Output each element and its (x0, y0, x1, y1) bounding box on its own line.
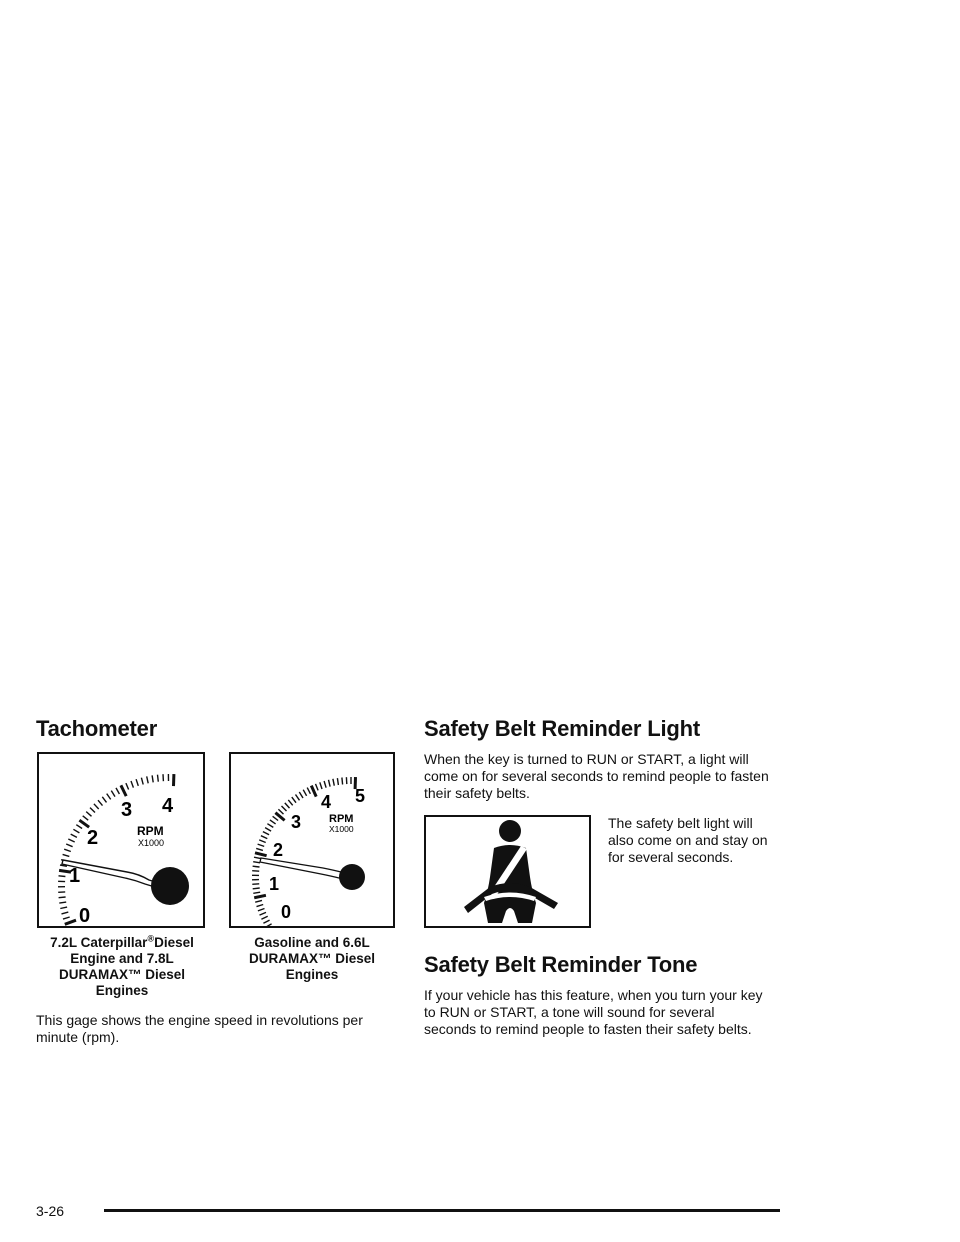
gauge-gasoline-tick (311, 786, 316, 797)
gauge-diesel-tick (68, 839, 74, 842)
gauge-gasoline-number-2: 2 (273, 840, 284, 860)
gauge-diesel-tick (90, 808, 95, 813)
gauge-gasoline-hub (339, 864, 365, 890)
gauge-gasoline-tick (255, 900, 262, 902)
gauge-diesel-number-4: 4 (162, 795, 174, 817)
caption-diesel-line2: Engine and 7.8L (70, 951, 174, 966)
gauge-diesel-number-2: 2 (87, 827, 99, 849)
gauge-diesel-tick (63, 854, 70, 856)
gauge-gasoline-svg (231, 754, 393, 926)
gauge-gasoline-tick (333, 779, 334, 786)
gauge-gasoline-tick (299, 792, 303, 798)
tachometer-body-line1: This gage shows the engine speed in revolutions per (36, 1012, 363, 1028)
gauge-gasoline-tick (252, 871, 259, 872)
gauge-gasoline-number-4: 4 (321, 792, 332, 812)
gauge-gasoline-tick (342, 778, 343, 785)
gauge-gasoline-tick (253, 892, 260, 893)
gauge-gasoline-tick (257, 905, 264, 907)
gauge-gasoline-tick (265, 828, 271, 832)
gauge-gasoline-tick (253, 866, 260, 867)
page-number: 3-26 (36, 1203, 65, 1219)
caption-diesel-line4: Engines (95, 983, 149, 998)
gauge-gasoline-tick (263, 832, 269, 835)
gauge-gasoline-number-3: 3 (291, 812, 302, 832)
gauge-gasoline-tick (324, 781, 326, 788)
gauge-gasoline-tick (282, 806, 287, 811)
caption-gasoline-line3: Engines (285, 967, 339, 982)
gauge-diesel-tick (136, 779, 138, 786)
gauge-diesel-tick (116, 788, 119, 794)
gauge-diesel-number-1: 1 (69, 865, 81, 887)
gauge-diesel-tick (111, 791, 115, 797)
tachometer-gauge-diesel (37, 752, 205, 928)
gauge-gasoline-tick (260, 912, 267, 915)
gauge-diesel-svg (39, 754, 203, 926)
gauge-gasoline-tick (253, 862, 260, 863)
gauge-diesel-tick (98, 800, 103, 805)
gauge-gasoline-tick (255, 853, 267, 856)
gauge-diesel-tick (59, 902, 66, 903)
gauge-diesel-number-0: 0 (79, 905, 91, 926)
tachometer-heading: Tachometer (36, 716, 158, 741)
gauge-diesel-hub (151, 867, 189, 905)
gauge-diesel-tick (63, 917, 70, 919)
gauge-gasoline-tick (267, 824, 273, 828)
reminder-light-heading: Safety Belt Reminder Light (424, 716, 700, 741)
caption-diesel-line1-a: 7.2L Caterpillar (50, 935, 148, 950)
tachometer-body-line2: minute (rpm). (36, 1029, 120, 1045)
gauge-diesel-multiplier-label: X1000 (138, 838, 165, 848)
gauge-diesel-tick (64, 849, 71, 851)
gauge-gasoline-tick (307, 788, 310, 794)
gauge-gasoline-tick (263, 920, 269, 923)
gauge-gasoline-multiplier-label: X1000 (329, 824, 354, 834)
gauge-gasoline-tick (316, 784, 319, 791)
gauge-diesel-tick (86, 812, 91, 817)
gauge-diesel-tick (62, 912, 69, 914)
gauge-diesel-tick (147, 776, 149, 783)
gauge-diesel-tick (83, 816, 89, 820)
gauge-diesel-tick (65, 920, 76, 924)
reminder-light-intro-line3: their safety belts. (424, 785, 530, 801)
gauge-diesel-tick (121, 785, 126, 796)
gauge-gasoline-ticks (252, 777, 356, 926)
gauge-gasoline-tick (329, 780, 331, 787)
gauge-gasoline-tick (261, 916, 267, 919)
gauge-diesel-number-3: 3 (121, 799, 133, 821)
gauge-gasoline-tick (296, 795, 300, 801)
gauge-gasoline-tick (254, 857, 261, 858)
gauge-gasoline-tick (254, 895, 266, 898)
gauge-diesel-tick (126, 783, 129, 789)
gauge-gasoline-tick (288, 800, 292, 805)
reminder-tone-heading: Safety Belt Reminder Tone (424, 952, 698, 977)
gauge-gasoline-number-5: 5 (355, 786, 366, 806)
gauge-gasoline-tick (266, 924, 272, 926)
caption-diesel-line3: DURAMAX™ Diesel (58, 967, 186, 982)
gauge-diesel-tick (141, 778, 143, 785)
gauge-gasoline-tick (285, 803, 290, 808)
gauge-gasoline-number-0: 0 (281, 902, 292, 922)
reminder-tone-line3: seconds to remind people to fasten their safety belts. (424, 1021, 752, 1037)
gauge-gasoline-tick (292, 797, 296, 803)
reminder-tone-body (424, 987, 804, 1038)
gauge-gasoline-tick (278, 809, 283, 814)
gauge-diesel-tick (76, 825, 82, 829)
gauge-gasoline-tick (253, 888, 260, 889)
footer-rule (104, 1209, 780, 1212)
gauge-diesel-tick (59, 876, 66, 877)
gauge-diesel-ticks (58, 774, 174, 924)
gauge-gasoline-tick (303, 790, 306, 796)
gauge-diesel-tick (59, 897, 66, 898)
gauge-gasoline-tick (258, 909, 265, 911)
gauge-diesel-tick (71, 834, 77, 837)
gauge-gasoline-tick (259, 840, 266, 843)
gauge-diesel-rpm-label: RPM (137, 824, 164, 838)
gauge-diesel-tick (107, 794, 111, 800)
gauge-diesel-tick (102, 797, 106, 803)
gauge-gasoline-tick (270, 820, 276, 824)
reminder-tone-line1: If your vehicle has this feature, when you turn your key (424, 987, 763, 1003)
gauge-diesel-tick (60, 907, 67, 908)
reminder-tone-line2: to RUN or START, a tone will sound for several (424, 1004, 715, 1020)
gauge-gasoline-caption (212, 935, 412, 983)
gauge-diesel-tick (158, 775, 159, 782)
gauge-gasoline-tick (256, 848, 263, 850)
seatbelt-icon (426, 817, 589, 926)
caption-gasoline-line1: Gasoline and 6.6L (254, 935, 370, 950)
gauge-gasoline-tick (261, 836, 267, 839)
gauge-diesel-caption (22, 935, 222, 999)
gauge-gasoline-number-1: 1 (269, 874, 280, 894)
reminder-light-intro-line1: When the key is turned to RUN or START, a light will (424, 751, 749, 767)
gauge-gasoline-tick (273, 816, 279, 820)
reminder-light-side-line2: also come on and stay on (608, 832, 768, 848)
caption-diesel-registered-mark: ® (147, 933, 155, 944)
caption-diesel-line1-b: Diesel (154, 935, 194, 950)
reminder-light-side-line1: The safety belt light will (608, 815, 753, 831)
gauge-diesel-tick (131, 781, 133, 788)
gauge-gasoline-tick (258, 844, 265, 846)
tachometer-gauge-gasoline (229, 752, 395, 928)
tachometer-body (36, 1012, 416, 1046)
gauge-gasoline-tick (252, 884, 259, 885)
gauge-gasoline-tick (337, 778, 338, 785)
gauge-diesel-tick (66, 844, 72, 847)
gauge-diesel-tick (94, 804, 99, 809)
reminder-light-intro (424, 751, 804, 802)
gauge-gasoline-tick (320, 782, 322, 789)
reminder-light-side-line3: for several seconds. (608, 849, 734, 865)
gauge-diesel-tick (73, 829, 79, 833)
seatbelt-light-illustration (424, 815, 591, 928)
gauge-gasoline-rpm-label: RPM (329, 813, 354, 825)
gauge-diesel-tick (152, 775, 153, 782)
reminder-light-side-text (608, 815, 808, 866)
caption-gasoline-line2: DURAMAX™ Diesel (248, 951, 376, 966)
reminder-light-intro-line2: come on for several seconds to remind people to fasten (424, 768, 769, 784)
